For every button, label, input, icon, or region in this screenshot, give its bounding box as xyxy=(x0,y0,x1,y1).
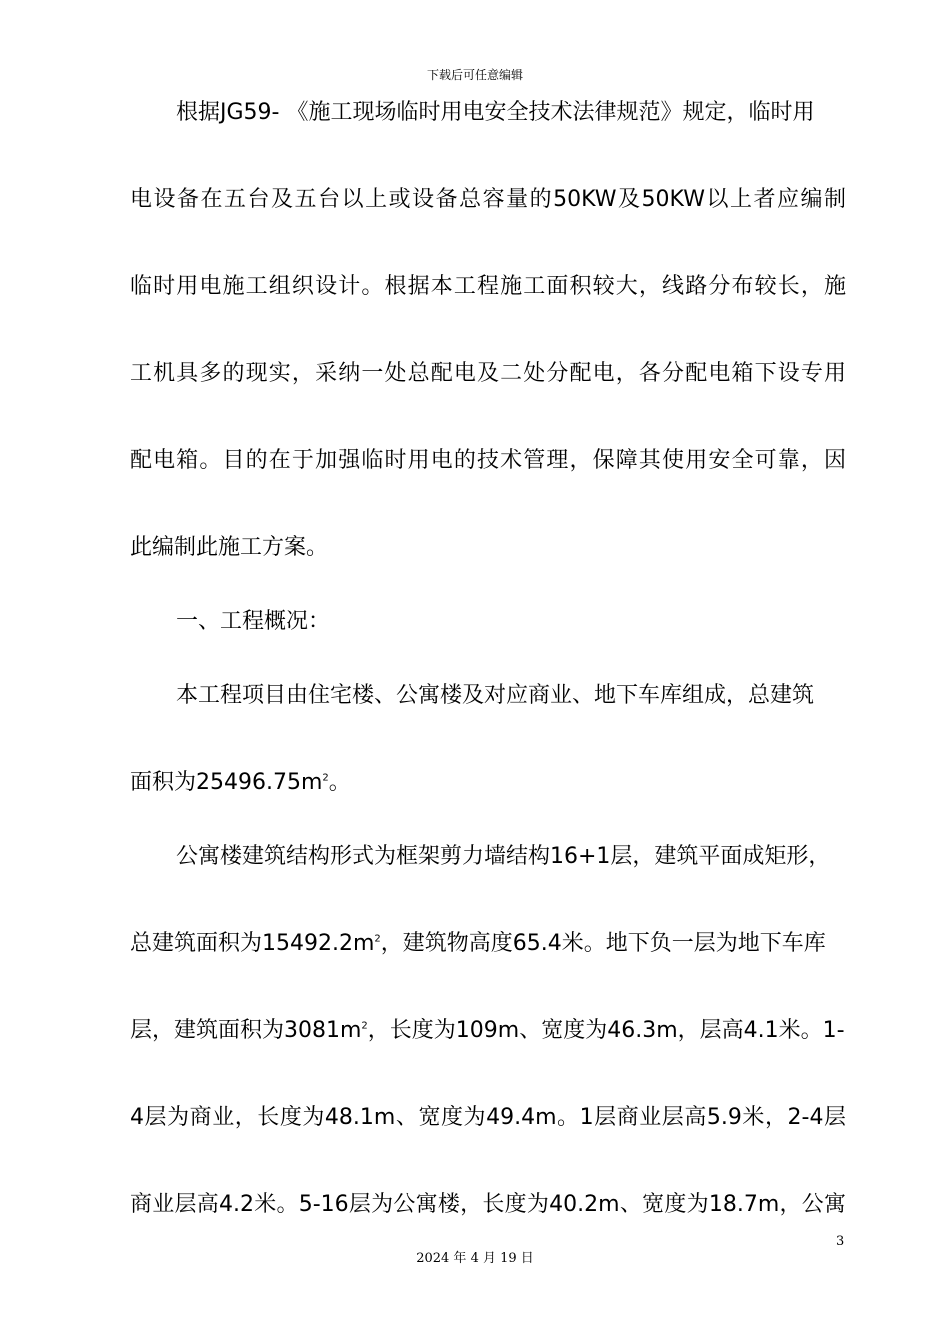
paragraph-line: 面积为$25496.75m^2$。 xyxy=(130,770,351,795)
paragraph-line: 根据JG59- 《施工现场临时用电安全技术法律规范》规定，临时用 xyxy=(176,100,815,125)
paragraph-line: 此编制此施工方案。 xyxy=(130,535,329,560)
superscript: 2 xyxy=(322,772,329,784)
section-heading: 一、工程概况： xyxy=(176,609,331,634)
paragraph-line: 本工程项目由住宅楼、公寓楼及对应商业、地下车库组成，总建筑 xyxy=(176,683,815,708)
paragraph-line: 工机具多的现实，采纳一处总配电及二处分配电，各分配电箱下设专用 xyxy=(130,361,846,386)
superscript: 2 xyxy=(374,933,381,945)
superscript: 2 xyxy=(361,1020,368,1032)
paragraph-line: 层，建筑面积为$3081m^2$，长度为109m、宽度为46.3m，层高4.1米。1- xyxy=(130,1018,845,1043)
paragraph-line: 电设备在五台及五台以上或设备总容量的50KW及50KW以上者应编制 xyxy=(130,187,846,212)
paragraph-line: 临时用电施工组织设计。根据本工程施工面积较大，线路分布较长，施 xyxy=(130,274,846,299)
paragraph-line: 总建筑面积为$15492.2m^2$，建筑物高度65.4米。地下负一层为地下车库 xyxy=(130,931,826,956)
paragraph-line: 配电箱。目的在于加强临时用电的技术管理，保障其使用安全可靠，因 xyxy=(130,448,846,473)
paragraph-line: 商业层高4.2米。5-16层为公寓楼，长度为40.2m、宽度为18.7m，公寓 xyxy=(130,1192,846,1217)
paragraph-line: 4层为商业，长度为48.1m、宽度为49.4m。1层商业层高5.9米，2-4层 xyxy=(130,1105,846,1130)
page-header: 下载后可任意编辑 xyxy=(426,68,523,82)
page-footer-date: 2024 年 4 月 19 日 xyxy=(416,1251,534,1266)
page-number: 3 xyxy=(836,1234,845,1249)
paragraph-line: 公寓楼建筑结构形式为框架剪力墙结构16+1层，建筑平面成矩形， xyxy=(176,844,831,869)
